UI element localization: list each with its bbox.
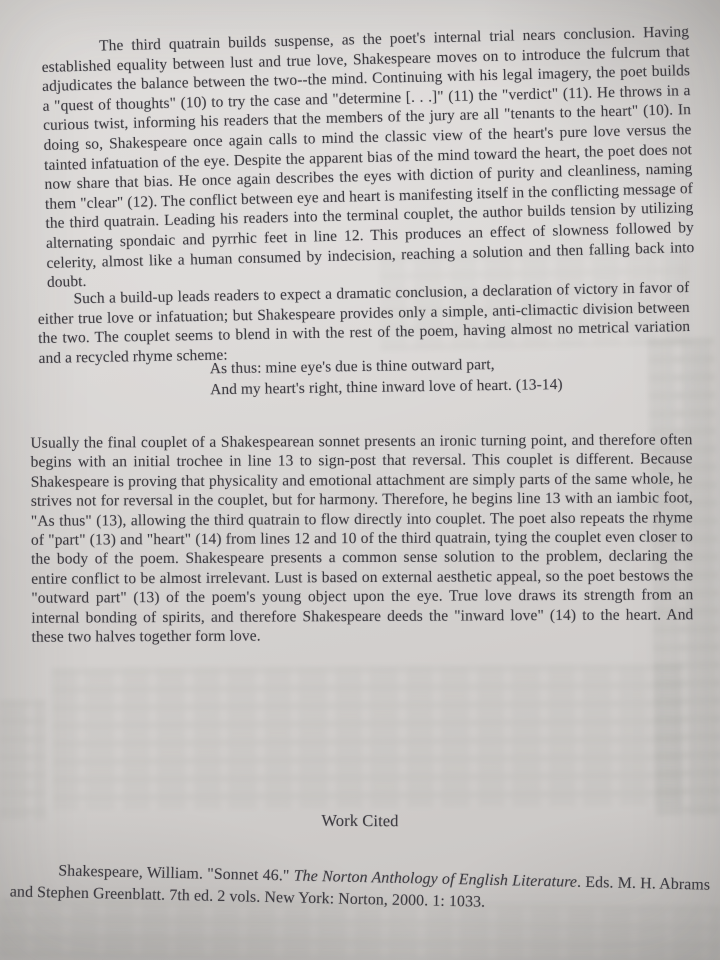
essay-paragraph-final-couplet: Usually the final couplet of a Shakespearean sonnet presents an ironic turning point, and therefore often begins with an initial trochee in line 13 to sign-post that reversal. This couplet is different. Because Shakespeare is proving that physicality and emotional attachment are simply parts of the same whole, he strives not for reversal in the couplet, but for harmony. Therefore, he begins line 13 with an iambic foot, "As thus" (13), allowing the third quatrain to flow directly into couplet. The poet also repeats the rhyme of "part" (13) and "heart" (14) from lines 12 and 10 of the third quatrain, tying the couplet even closer to the body of the poem. Shakespeare presents a common sense solution to the problem, declaring the entire conflict to be almost irrelevant. Lust is based on external aesthetic appeal, so the poet bestows the "outward part" (13) of the poem's young object upon the eye. True love draws its strength from an internal bonding of spirits, and therefore Shakespeare deeds the "inward love" (14) to the heart. And these two halves together form love. — [30, 430, 694, 646]
block-quote-couplet — [210, 353, 651, 401]
bleed-through-marks-middle — [52, 664, 683, 810]
essay-paragraph-third-quatrain: The third quatrain builds suspense, as the poet's internal trial nears conclusion. Having established equality between lust and true love, Shakespeare moves on to introduce the fulcrum that adjudicates the balance between the two--the mind. Continuing with his legal imagery, the poet builds a "quest of thoughts" (10) to try the case and "determine [. . .]" (11) the "verdict" (11). He throws in a curious twist, informing his readers that the members of the jury are all "tenants to the heart" (10). In doing so, Shakespeare once again calls to mind the classic view of the heart's pure love versus the tainted infatuation of the eye. Despite the apparent bias of the mind toward the heart, the poet does not now share that bias. He once again describes the eyes with diction of purity and cleanliness, naming them "clear" (12). The conflict between eye and heart is manifesting itself in the conflicting message of the third quatrain. Leading his readers into the terminal couplet, the author builds tension by utilizing alternating spondaic and pyrrhic feet in line 12. This produces an effect of slowness followed by celerity, almost like a human consumed by indecision, reaching a solution and then falling back into doubt. — [41, 23, 695, 292]
citation-publication-info: . Eds. M. H. Abrams and Stephen Greenblatt. 7th ed. 2 vols. New York: Norton, 2000. 1: 1033. — [9, 873, 711, 911]
quote-line-2: And my heart's right, thine inward love of heart. (13-14) — [210, 375, 563, 398]
bleed-through-marks-left-margin — [0, 700, 46, 820]
citation-author-title: Shakespeare, William. "Sonnet 46." — [58, 862, 294, 885]
citation-anthology-title: The Norton Anthology of English Literature — [293, 867, 578, 891]
work-cited-heading: Work Cited — [321, 810, 399, 831]
essay-paragraph-build-up: Such a build-up leads readers to expect a dramatic conclusion, a declaration of victory in favor of either true love or infatuation; but Shakespeare provides only a simple, anti-climactic division between the two. The couplet seems to blend in with the rest of the poem, having almost no metrical variation and a recycled rhyme scheme: — [37, 279, 691, 368]
quote-line-1: As thus: mine eye's due is thine outward part, — [209, 356, 495, 378]
work-cited-citation — [10, 859, 711, 918]
